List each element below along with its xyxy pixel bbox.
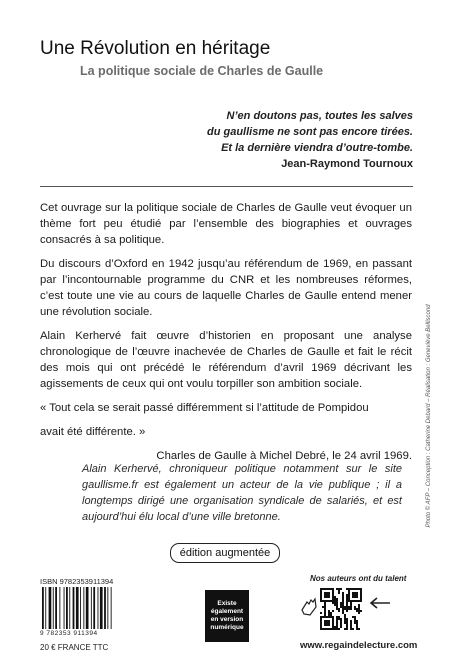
- isbn-label: ISBN 9782353911394: [40, 577, 114, 586]
- quote-attribution: Charles de Gaulle à Michel Debré, le 24 avril 1969.: [156, 450, 412, 462]
- side-credit: [420, 296, 438, 536]
- quote-line: « Tout cela se serait passé différemment si l’attitude de Pompidou: [40, 402, 369, 414]
- book-subtitle: La politique sociale de Charles de Gaulle: [80, 64, 324, 78]
- book-title: Une Révolution en héritage: [40, 38, 271, 59]
- epigraph-line: N’en doutons pas, toutes les salves: [226, 110, 413, 122]
- epigraph-line: Et la dernière viendra d’outre-tombe.: [221, 142, 413, 154]
- ebook-badge-line: numérique: [210, 624, 244, 631]
- paragraph: Alain Kerhervé fait œuvre d’historien en proposant une analyse chronologique de l’œuvre inachevée de Charles de Gaulle et fait le récit des mois qui ont précédé le référendum d’avril 1969 décrivant les agissements de ceux qui ont voulu torpiller son ambition sociale.: [40, 330, 412, 390]
- edition-badge: édition augmentée: [170, 543, 280, 563]
- ebook-badge: [205, 590, 249, 642]
- publisher-website[interactable]: www.regaindelecture.com: [300, 640, 418, 651]
- hand-pointer-icon: [298, 596, 320, 618]
- paragraph: Cet ouvrage sur la politique sociale de Charles de Gaulle veut évoquer un thème fort peu étudié par l’ensemble des biographies et ouvrages consacrés à sa politique.: [40, 202, 412, 246]
- qr-code-icon[interactable]: [320, 588, 362, 630]
- credit-text: Photo © AFP – Conception : Catherine Debard – Réalisation : Geneviève Belliscond: [426, 304, 432, 528]
- ebook-badge-line: en version: [210, 616, 244, 623]
- divider: [40, 186, 413, 187]
- publisher-tagline: Nos auteurs ont du talent: [310, 574, 407, 583]
- barcode-digits: 9 782353 911394: [40, 630, 98, 637]
- ebook-badge-line: Existe: [217, 600, 237, 607]
- quote-line: avait été différente. »: [40, 426, 146, 438]
- back-cover-text: [40, 200, 412, 472]
- epigraph-line: du gaullisme ne sont pas encore tirées.: [206, 126, 413, 138]
- barcode-icon: [40, 587, 120, 629]
- paragraph: Du discours d’Oxford en 1942 jusqu’au référendum de 1969, en passant par l’incontournable programme du CNR et les nombreuses réformes, c’est toute une vie au cours de laquelle Charles de Gaulle entend mener une révolution sociale.: [40, 258, 412, 318]
- epigraph-author: Jean-Raymond Tournoux: [281, 158, 413, 170]
- price: 20 € FRANCE TTC: [40, 643, 109, 652]
- epigraph: [207, 108, 413, 172]
- ebook-badge-line: également: [210, 608, 244, 615]
- author-bio: Alain Kerhervé, chroniqueur politique notamment sur le site gaullisme.fr est également un acteur de la vie publique ; il a longtemps dirigé une organisation syndicale de salariés, et est aujourd’hui élu local d’une ville bretonne.: [82, 463, 402, 523]
- arrow-icon: [368, 596, 392, 610]
